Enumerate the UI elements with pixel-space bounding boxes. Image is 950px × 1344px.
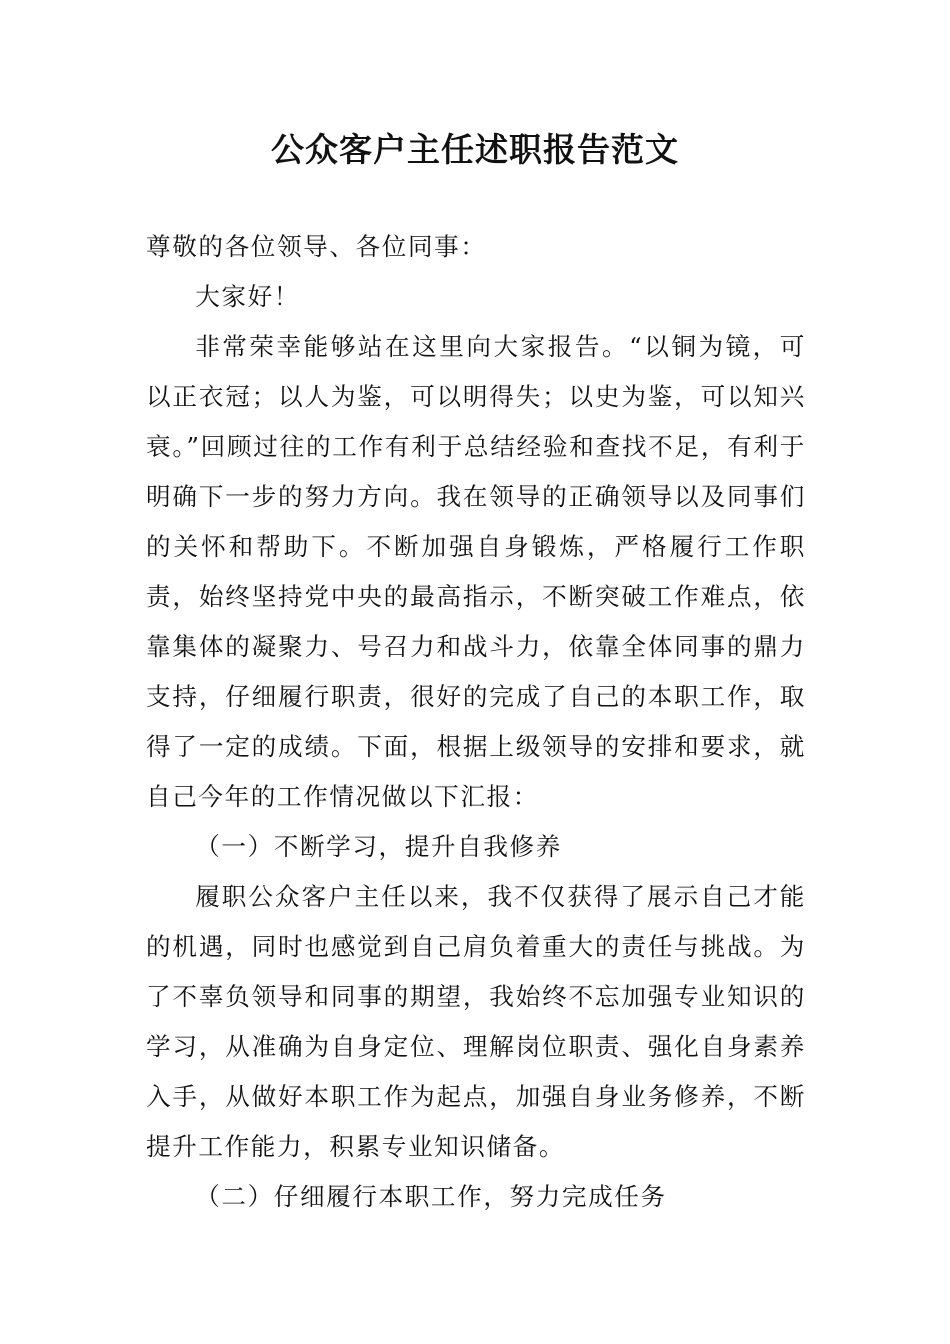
greeting: 大家好！ — [195, 282, 300, 311]
salutation: 尊敬的各位领导、各位同事： — [146, 232, 487, 261]
section-heading-1: （一）不断学习，提升自我修养 — [195, 832, 562, 861]
paragraph-intro: 非常荣幸能够站在这里向大家报告。“以铜为镜，可以正衣冠；以人为鉴，可以明得失；以史为鉴，可以知兴衰。”回顾过往的工作有利于总结经验和查找不足，有利于明确下一步的努力方向。我在领导的正确领导以及同事们的关怀和帮助下。不断加强自身锻炼，严格履行工作职责，始终坚持党中央的最高指示，不断突破工作难点，依靠集体的凝聚力、号召力和战斗力，依靠全体同事的鼎力支持，仔细履行职责，很好的完成了自己的本职工作，取得了一定的成绩。下面，根据上级领导的安排和要求，就自己今年的工作情况做以下汇报： — [146, 332, 806, 811]
section-heading-2: （二）仔细履行本职工作，努力完成任务 — [195, 1182, 667, 1211]
paragraph-section-1: 履职公众客户主任以来，我不仅获得了展示自己才能的机遇，同时也感觉到自己肩负着重大的责任与挑战。为了不辜负领导和同事的期望，我始终不忘加强专业知识的学习，从准确为自身定位、理解岗位职责、强化自身素养入手，从做好本职工作为起点，加强自身业务修养，不断提升工作能力，积累专业知识储备。 — [146, 882, 806, 1161]
document-title: 公众客户主任述职报告范文 — [271, 130, 679, 169]
document-body — [146, 222, 806, 1222]
